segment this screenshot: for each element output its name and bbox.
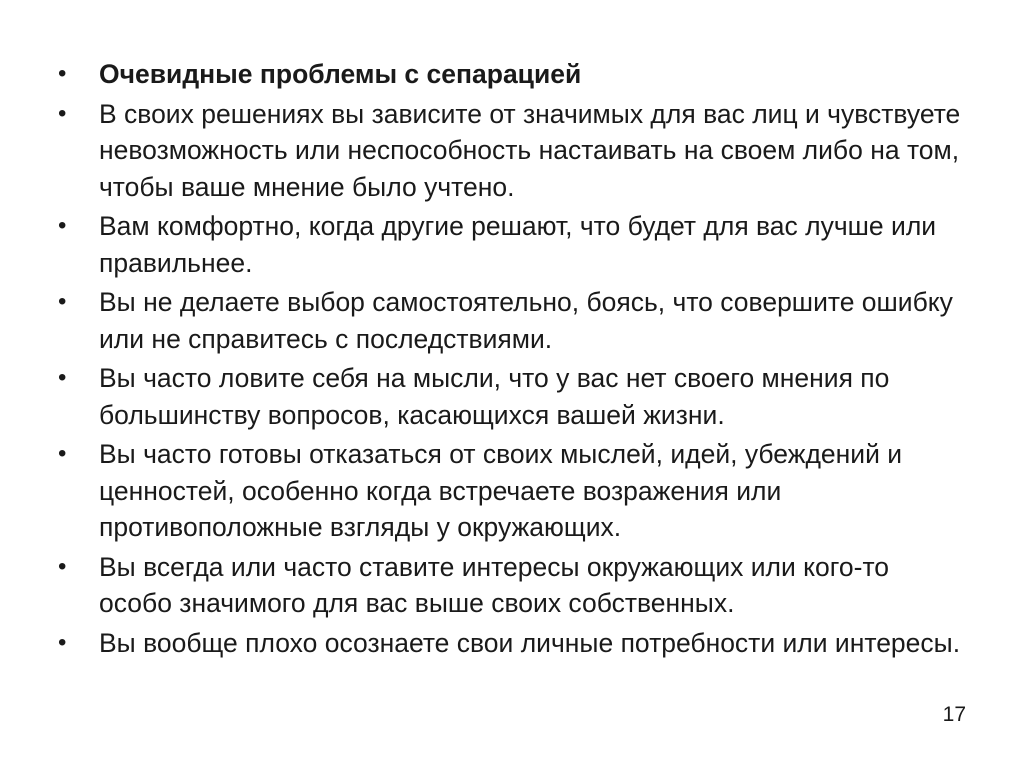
bullet-icon: • <box>58 628 67 656</box>
bullet-icon: • <box>58 552 67 580</box>
bullet-text: Вы часто готовы отказаться от своих мыслей, идей, убеждений и ценностей, особенно когда встречаете возражения или противоположные взгляды у окружающих. <box>99 439 903 542</box>
bullet-text: Вы не делаете выбор самостоятельно, боясь, что совершите ошибку или не справитесь с последствиями. <box>99 287 953 354</box>
bullet-text: Вам комфортно, когда другие решают, что будет для вас лучше или правильнее. <box>99 211 937 278</box>
page-number: 17 <box>942 703 966 726</box>
bullet-icon: • <box>58 364 67 391</box>
bullet-item <box>58 284 968 357</box>
bullet-icon: • <box>58 60 67 87</box>
bullet-item-heading <box>58 56 968 93</box>
bullet-text: Вы вообще плохо осознаете свои личные потребности или интересы. <box>99 627 961 658</box>
bullet-item <box>58 208 968 281</box>
bullet-text: Вы часто ловите себя на мысли, что у вас нет своего мнения по большинству вопросов, касающихся вашей жизни. <box>99 363 890 430</box>
bullet-text: В своих решениях вы зависите от значимых для вас лиц и чувствуете невозможность или неспособность настаивать на своем либо на том, чтобы ваше мнение было учтено. <box>99 98 961 202</box>
bullet-icon: • <box>58 440 67 467</box>
bullet-icon: • <box>58 99 67 127</box>
bullet-list <box>58 56 968 664</box>
bullet-icon: • <box>58 288 67 315</box>
bullet-icon: • <box>58 212 67 239</box>
bullet-heading-text: Очевидные проблемы с сепарацией <box>99 59 582 89</box>
bullet-text: Вы всегда или часто ставите интересы окружающих или кого-то особо значимого для вас выше своих собственных. <box>99 551 890 618</box>
bullet-item <box>58 360 968 433</box>
bullet-item <box>58 625 968 662</box>
bullet-item <box>58 436 968 546</box>
bullet-item <box>58 96 968 206</box>
bullet-item <box>58 549 968 622</box>
